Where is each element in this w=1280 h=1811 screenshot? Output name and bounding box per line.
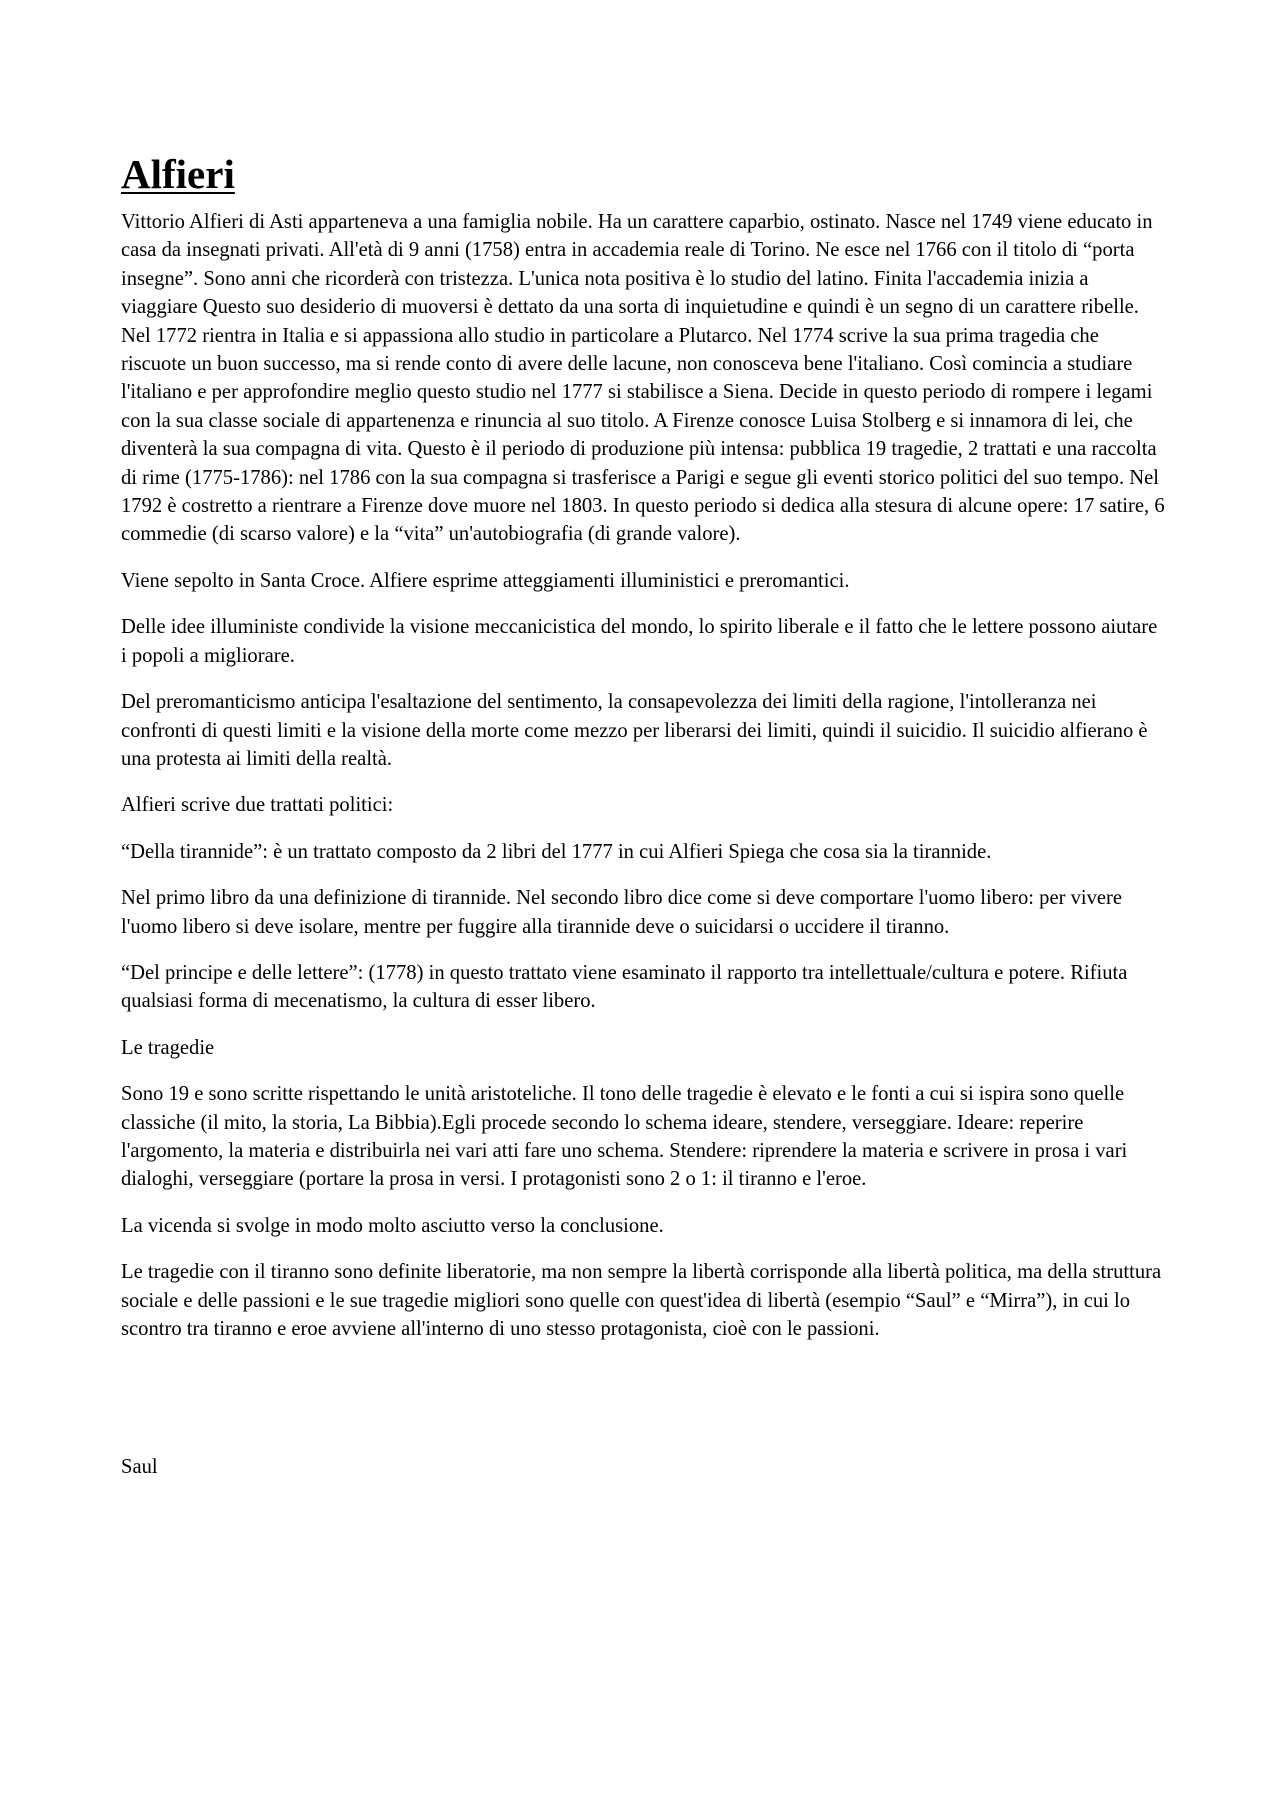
paragraph-enlightenment: Delle idee illuministe condivide la visione meccanicistica del mondo, lo spirito liberale e il fatto che le lettere possono aiutare i popoli a migliorare. (121, 616, 1158, 667)
document-title: Alfieri (121, 151, 235, 197)
paragraph-burial: Viene sepolto in Santa Croce. Alfiere esprime atteggiamenti illuministici e preromantici. (121, 569, 850, 592)
paragraph-tragedies-method: Sono 19 e sono scritte rispettando le unità aristoteliche. Il tono delle tragedie è elevato e le fonti a cui si ispira sono quelle classiche (il mito, la storia, La Bibbia).Egli procede secondo lo schema ideare, stendere, verseggiare. Ideare: reperire l'argomento, la materia e distribuirla nei vari atti fare uno schema. Stendere: riprendere la materia e scrivere in prosa i vari dialoghi, verseggiare (portare la prosa in versi. I protagonisti sono 2 o 1: il tiranno e l'eroe. (121, 1083, 1128, 1191)
heading-saul: Saul (121, 1456, 158, 1479)
paragraph-biography: Vittorio Alfieri di Asti apparteneva a una famiglia nobile. Ha un carattere caparbio, ostinato. Nasce nel 1749 viene educato in casa da insegnati privati. All'età di 9 anni (1758) entra in accademia reale di Torino. Ne esce nel 1766 con il titolo di “porta insegne”. Sono anni che ricorderà con tristezza. L'unica nota positiva è lo studio del latino. Finita l'accademia inizia a viaggiare Questo suo desiderio di muoversi è dettato da una sorta di inquietudine e quindi è un segno di un carattere ribelle. Nel 1772 rientra in Italia e si appassiona allo studio in particolare a Plutarco. Nel 1774 scrive la sua prima tragedia che riscuote un buon successo, ma si rende conto di avere delle lacune, non conosceva bene l'italiano. Così comincia a studiare l'italiano e per approfondire meglio questo studio nel 1777 si stabilisce a Siena. Decide in questo periodo di rompere i legami con la sua classe sociale di appartenenza e rinuncia al suo titolo. A Firenze conosce Luisa Stolberg e si innamora di lei, che diventerà la sua compagna di vita. Questo è il periodo di produzione più intensa: pubblica 19 tragedie, 2 trattati e una raccolta di rime (1775-1786): nel 1786 con la sua compagna si trasferisce a Parigi e segue gli eventi storico politici del suo tempo. Nel 1792 è costretto a rientrare a Firenze dove muore nel 1803. In questo periodo si dedica alla stesura di alcune opere: 17 satire, 6 commedie (di scarso valore) e la “vita” un'autobiografia (di grande valore). (121, 211, 1165, 546)
paragraph-preromanticism: Del preromanticismo anticipa l'esaltazione del sentimento, la consapevolezza dei limiti della ragione, l'intolleranza nei confronti di questi limiti e la visione della morte come mezzo per liberarsi dei limiti, quindi il suicidio. Il suicidio alfierano è una protesta ai limiti della realtà. (121, 691, 1148, 770)
heading-tragedies: Le tragedie (121, 1036, 215, 1059)
paragraph-della-tirannide: “Della tirannide”: è un trattato composto da 2 libri del 1777 in cui Alfieri Spiega che cosa sia la tirannide. (121, 840, 992, 863)
paragraph-del-principe: “Del principe e delle lettere”: (1778) in questo trattato viene esaminato il rapporto tra intellettuale/cultura e potere. Rifiuta qualsiasi forma di mecenatismo, la cultura di esser libero. (121, 961, 1128, 1013)
paragraph-liberation: Le tragedie con il tiranno sono definite liberatorie, ma non sempre la libertà corrisponde alla libertà politica, ma della struttura sociale e delle passioni e le sue tragedie migliori sono quelle con quest'idea di libertà (esempio “Saul” e “Mirra”), in cui lo scontro tra tiranno e eroe avviene all'interno di uno stesso protagonista, cioè con le passioni. (121, 1261, 1162, 1340)
document-page (121, 150, 1165, 1500)
paragraph-plot: La vicenda si svolge in modo molto asciutto verso la conclusione. (121, 1214, 664, 1237)
paragraph-treatises-intro: Alfieri scrive due trattati politici: (121, 794, 394, 817)
paragraph-books: Nel primo libro da una definizione di tirannide. Nel secondo libro dice come si deve comportare l'uomo libero: per vivere l'uomo libero si deve isolare, mentre per fuggire alla tirannide deve o suicidarsi o uccidere il tiranno. (121, 887, 1123, 938)
